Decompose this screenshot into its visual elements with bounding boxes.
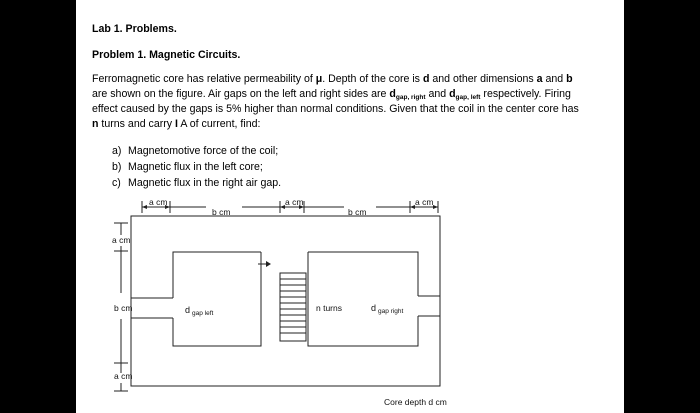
core-outer-outline <box>131 216 440 386</box>
problem-text-line-4: n turns and carry I A of current, find: <box>92 118 261 130</box>
task-item-c: c) Magnetic flux in the right air gap. <box>112 177 282 189</box>
left-window-outline <box>173 252 261 298</box>
label-gap-left: d $_{gap left}$ <box>185 305 214 317</box>
dim-a-left-top: a cm <box>112 235 131 245</box>
dim-a-top-right: a cm <box>415 197 434 207</box>
task-item-b: b) Magnetic flux in the left core; <box>112 161 263 173</box>
problem-title: Problem 1. Magnetic Circuits. <box>92 49 241 61</box>
dim-b-top-right: b cm <box>348 207 367 217</box>
problem-text-line-2: are shown on the figure. Air gaps on the left and right sides are $d_{gap, right}$ and $d_{gap, left}$ respectively. Firing <box>92 88 571 101</box>
lab-heading: Lab 1. Problems. <box>92 23 177 35</box>
task-item-a: a) Magnetomotive force of the coil; <box>112 145 279 157</box>
label-core-depth: Core depth d cm <box>384 397 447 407</box>
dim-a-top-center: a cm <box>285 197 304 207</box>
problem-text-line-1: Ferromagnetic core has relative permeability of μ. Depth of the core is d and other dimensions a and b <box>92 73 573 85</box>
document-page <box>76 0 624 413</box>
dim-a-top-left: a cm <box>149 197 168 207</box>
dim-a-left-bottom: a cm <box>114 371 133 381</box>
label-gap-right: d $_{gap right}$ <box>371 303 404 315</box>
label-turns: n turns <box>316 303 342 313</box>
magnetic-circuit-figure <box>76 193 624 413</box>
coil-winding <box>280 273 306 341</box>
dim-b-left: b cm <box>114 303 133 313</box>
dim-b-top-left: b cm <box>212 207 231 217</box>
problem-text-line-3: effect caused by the gaps is 5% higher than normal conditions. Given that the coil in the center core has <box>92 103 579 115</box>
right-window-outline <box>308 252 418 296</box>
